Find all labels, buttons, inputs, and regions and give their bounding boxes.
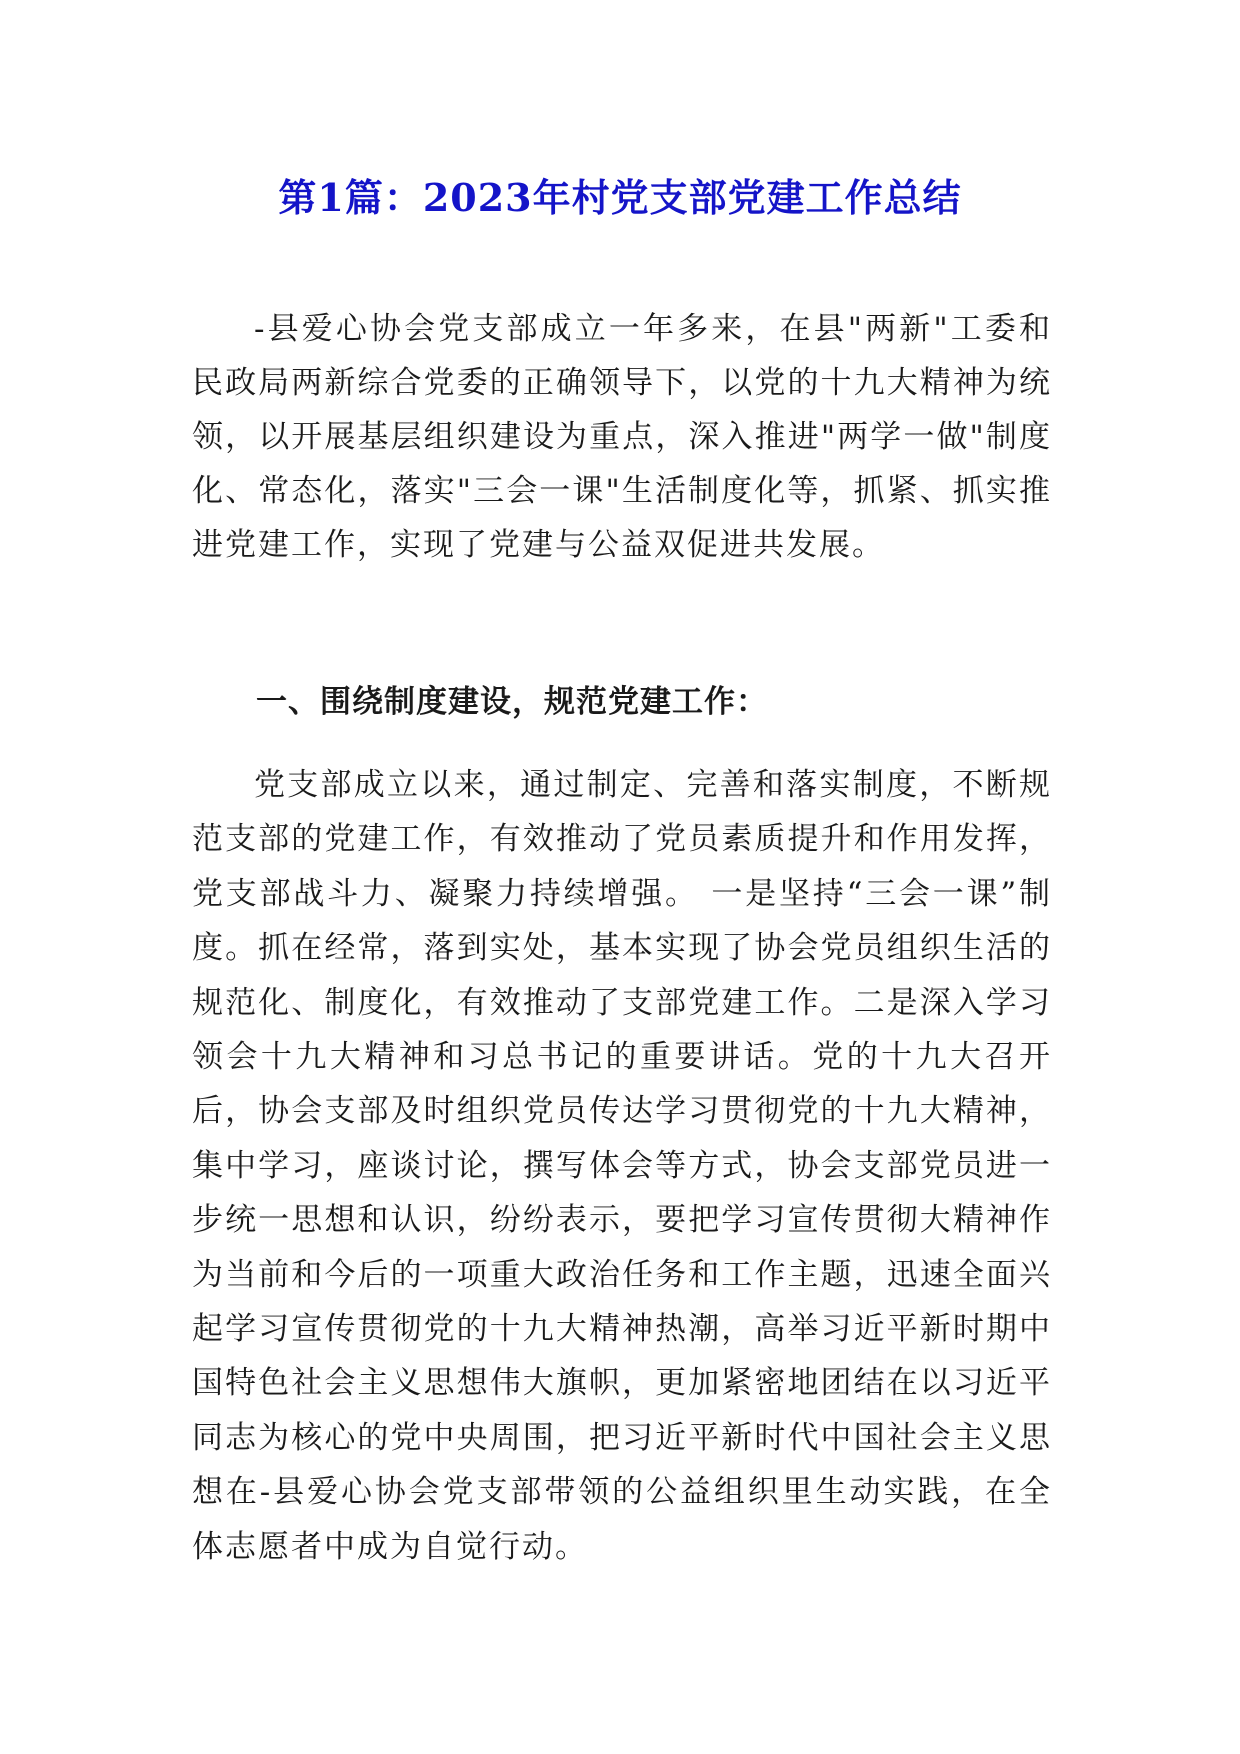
document-title: 第1篇：2023年村党支部党建工作总结: [278, 175, 962, 220]
section-heading: 一、围绕制度建设，规范党建工作：: [256, 684, 768, 720]
intro-paragraph: -县爱心协会党支部成立一年多来，在县"两新"工委和民政局两新综合党委的正确领导下，以党的十九大精神为统领，以开展基层组织建设为重点，深入推进"两学一做"制度化、常态化，落实"三会一课"生活制度化等，抓紧、抓实推进党建工作，实现了党建与公益双促进共发展。: [192, 311, 1052, 563]
section-paragraph: 党支部成立以来，通过制定、完善和落实制度，不断规范支部的党建工作，有效推动了党员素质提升和作用发挥，党支部战斗力、凝聚力持续增强。 一是坚持“三会一课”制度。抓在经常，落到实处，基本实现了协会党员组织生活的规范化、制度化，有效推动了支部党建工作。二是深入学习领会十九大精神和习总书记的重要讲话。党的十九大召开后，协会支部及时组织党员传达学习贯彻党的十九大精神，集中学习，座谈讨论，撰写体会等方式，协会支部党员进一步统一思想和认识，纷纷表示，要把学习宣传贯彻大精神作为当前和今后的一项重大政治任务和工作主题，迅速全面兴起学习宣传贯彻党的十九大精神热潮，高举习近平新时期中国特色社会主义思想伟大旗帜，更加紧密地团结在以习近平同志为核心的党中央周围，把习近平新时代中国社会主义思想在-县爱心协会党支部带领的公益组织里生动实践，在全体志愿者中成为自觉行动。: [192, 767, 1052, 1565]
